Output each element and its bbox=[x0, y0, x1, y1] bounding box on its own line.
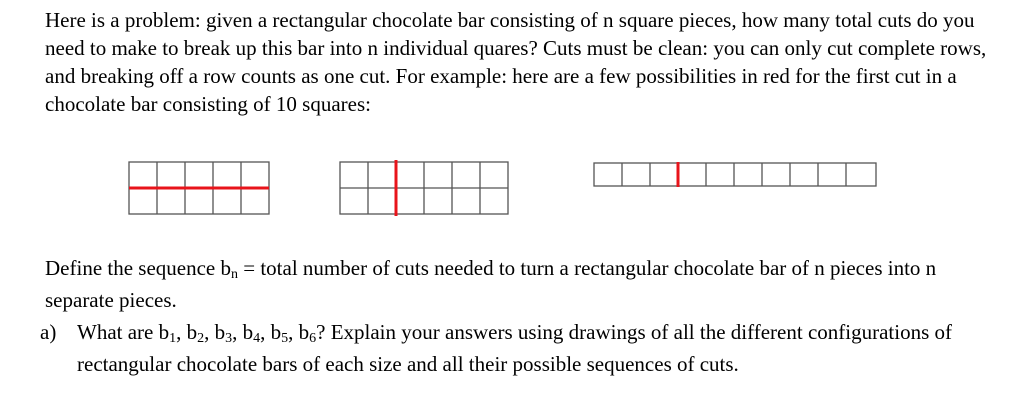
q-sub-1: 1 bbox=[169, 331, 177, 346]
q-comma-1: , b bbox=[176, 320, 198, 344]
q-sub-2: 2 bbox=[197, 331, 205, 346]
q-sub-6: 6 bbox=[309, 331, 317, 346]
q-suffix: ? Explain your answers using drawings of all the different configurations of rectangular chocolate bars of each size and all their possible sequences of cuts. bbox=[77, 320, 952, 376]
definition-paragraph bbox=[45, 254, 1010, 314]
chocolate-bar-vertical-cut bbox=[340, 160, 508, 216]
chocolate-bar-horizontal-cut bbox=[129, 162, 269, 214]
q-comma-3: , b bbox=[232, 320, 254, 344]
q-prefix: What are b bbox=[77, 320, 170, 344]
bar-outline bbox=[594, 163, 876, 186]
chocolate-bar-figure bbox=[0, 150, 1024, 230]
definition-prefix: Define the sequence b bbox=[45, 256, 231, 280]
q-sub-4: 4 bbox=[253, 331, 261, 346]
q-comma-5: , b bbox=[288, 320, 310, 344]
question-text bbox=[77, 318, 1017, 378]
definition-subscript: n bbox=[231, 267, 238, 282]
q-sub-3: 3 bbox=[225, 331, 233, 346]
q-comma-2: , b bbox=[204, 320, 226, 344]
q-comma-4: , b bbox=[260, 320, 282, 344]
intro-text: Here is a problem: given a rectangular chocolate bar consisting of n square pieces, how many total cuts do you need to make to break up this bar into n individual quares? Cuts must be clean: you can only cut complete rows, and breaking off a row counts as one cut. For example: here are a few possibilities in red for the first cut in a chocolate bar consisting of 10 squares: bbox=[45, 8, 987, 116]
q-sub-5: 5 bbox=[281, 331, 289, 346]
intro-paragraph bbox=[45, 6, 1010, 118]
definition-suffix: = total number of cuts needed to turn a rectangular chocolate bar of n pieces into n separate pieces. bbox=[45, 256, 937, 312]
question-label: a) bbox=[40, 320, 57, 344]
chocolate-bar-strip-cut bbox=[594, 162, 876, 187]
